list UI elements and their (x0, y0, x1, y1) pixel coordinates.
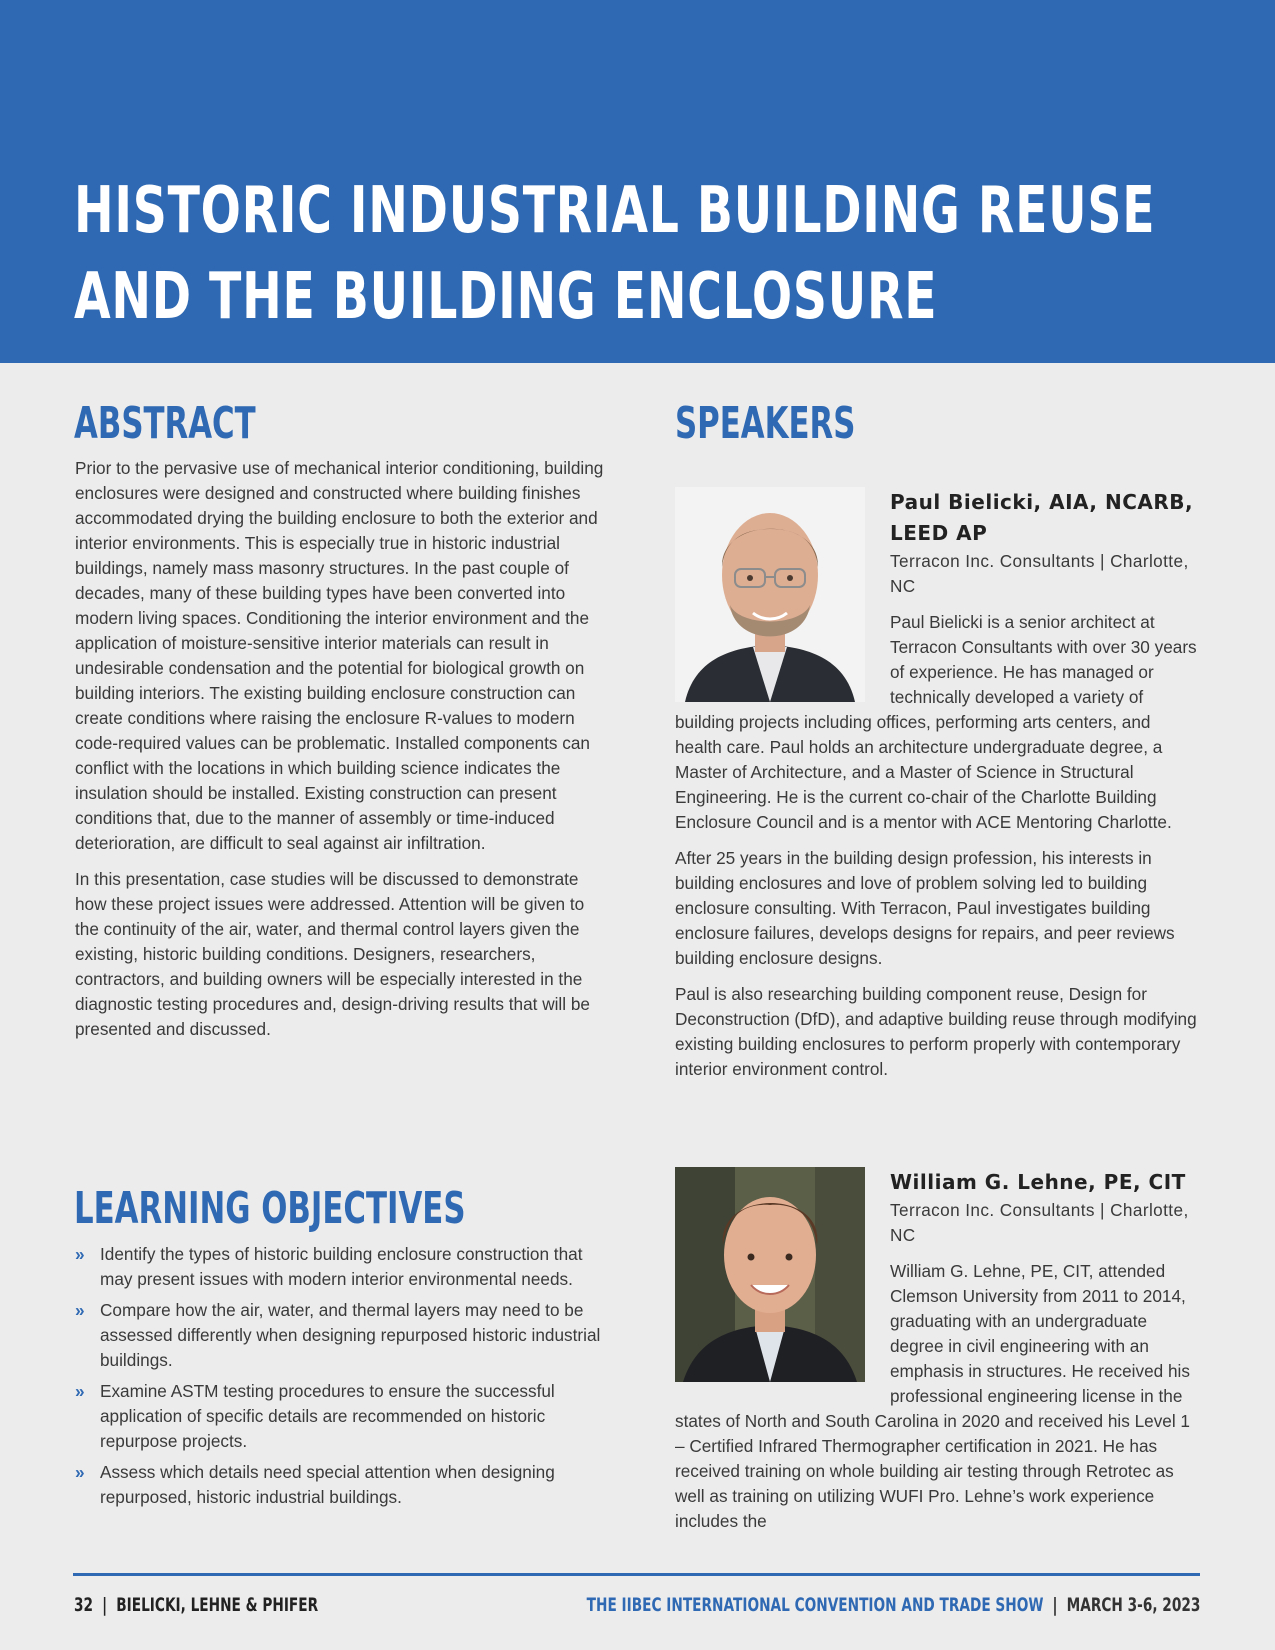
speaker-name: William G. Lehne, PE, CIT (890, 1170, 1186, 1194)
speaker-affiliation: Terracon Inc. Consultants | Charlotte, NC (890, 1200, 1189, 1245)
bullet-chevron-icon: » (75, 1381, 85, 1401)
abstract-paragraph: Prior to the pervasive use of mechanical interior conditioning, building enclosures were designed and constructed where building finishes accommodated drying the building enclosure to both the exterior and interior environments. This is especially true in historic industrial buildings, namely mass masonry structures. In the past couple of decades, many of these building types have been converted into modern living spaces. Conditioning the interior environment and the application of moisture-sensitive interior materials can result in undesirable condensation and the potential for biological growth on building interiors. The existing building enclosure construction can create conditions where raising the enclosure R-values to modern code-required values can be problematic. Installed components can conflict with the locations in which building science indicates the insulation should be installed. Existing construction can present conditions that, due to the manner of assembly or time-induced deterioration, are difficult to seal against air infiltration. (75, 458, 604, 853)
speaker-bio-paragraph: After 25 years in the building design profession, his interests in building enclosures and love of problem solving led to building enclosure consulting. With Terracon, Paul investigates building enclosure failures, develops designs for repairs, and peer reviews building enclosure designs. (675, 848, 1175, 968)
footer-event-name: THE IIBEC INTERNATIONAL CONVENTION AND TRADE SHOW (586, 1594, 1044, 1616)
footer-dates: MARCH 3-6, 2023 (1066, 1594, 1200, 1616)
objectives-list (75, 1242, 605, 1510)
header-banner (0, 0, 1275, 363)
bullet-chevron-icon: » (75, 1462, 85, 1482)
objective-text: Assess which details need special attention when designing repurposed, historic industrial buildings. (100, 1462, 555, 1507)
objective-item (75, 1242, 605, 1292)
page-number: 32 (74, 1594, 94, 1616)
footer-separator: | (1052, 1594, 1058, 1616)
footer-right (586, 1592, 1200, 1618)
speakers-heading: SPEAKERS (675, 398, 856, 449)
speaker-card-lehne (675, 1167, 1200, 1534)
abstract-body (75, 456, 605, 1042)
speaker-name: Paul Bielicki, AIA, NCARB, LEED AP (890, 490, 1194, 545)
speaker-photo-lehne (675, 1167, 865, 1382)
objectives-section (75, 1242, 605, 1516)
objective-item (75, 1379, 605, 1454)
abstract-heading: ABSTRACT (74, 398, 256, 449)
speaker-affiliation: Terracon Inc. Consultants | Charlotte, NC (890, 551, 1189, 596)
page-title-line-1: HISTORIC INDUSTRIAL BUILDING REUSE (74, 174, 1156, 248)
objective-text: Examine ASTM testing procedures to ensure the successful application of specific details are recommended on historic repurpose projects. (100, 1381, 555, 1451)
bullet-chevron-icon: » (75, 1244, 85, 1264)
footer-authors: BIELICKI, LEHNE & PHIFER (116, 1594, 319, 1616)
footer-left (74, 1592, 318, 1618)
page-title-line-2: AND THE BUILDING ENCLOSURE (74, 260, 938, 334)
speaker-card-bielicki (675, 487, 1200, 1093)
speaker-bio-paragraph: William G. Lehne, PE, CIT, attended Clemson University from 2011 to 2014, graduating with an undergraduate degree in civil engineering with an emphasis in structures. He received his professional engineering license in the states of North and South Carolina in 2020 and received his Level 1 – Certified Infrared Thermographer certification in 2021. He has received training on whole building air testing through Retrotec as well as training on utilizing WUFI Pro. Lehne’s work experience includes the (675, 1261, 1190, 1531)
bullet-chevron-icon: » (75, 1300, 85, 1320)
footer-divider (73, 1573, 1200, 1576)
speaker-portrait-image (675, 1167, 865, 1382)
objective-text: Compare how the air, water, and thermal layers may need to be assessed differently when designing repurposed historic industrial buildings. (100, 1300, 601, 1370)
speaker-bio-paragraph: Paul Bielicki is a senior architect at Terracon Consultants with over 30 years of experience. He has managed or technically developed a variety of building projects including offices, performing arts centers, and health care. Paul holds an architecture undergraduate degree, a Master of Architecture, and a Master of Science in Structural Engineering. He is the current co-chair of the Charlotte Building Enclosure Council and is a mentor with ACE Mentoring Charlotte. (675, 612, 1197, 832)
objective-item (75, 1460, 605, 1510)
speaker-portrait-image (675, 487, 865, 702)
speaker-photo-bielicki (675, 487, 865, 702)
speaker-bio-paragraph: Paul is also researching building component reuse, Design for Deconstruction (DfD), and adaptive building reuse through modifying existing building enclosures to perform properly with contemporary interior environment control. (675, 984, 1197, 1079)
abstract-paragraph: In this presentation, case studies will be discussed to demonstrate how these project issues were addressed. Attention will be given to the continuity of the air, water, and thermal control layers given the existing, historic building conditions. Designers, researchers, contractors, and building owners will be especially interested in the diagnostic testing procedures and, design-driving results that will be presented and discussed. (75, 869, 590, 1039)
objective-item (75, 1298, 605, 1373)
objectives-heading: LEARNING OBJECTIVES (74, 1183, 466, 1234)
objective-text: Identify the types of historic building enclosure construction that may present issues with modern interior environmental needs. (100, 1244, 583, 1289)
page-title (74, 168, 1155, 340)
footer-separator: | (102, 1594, 108, 1616)
